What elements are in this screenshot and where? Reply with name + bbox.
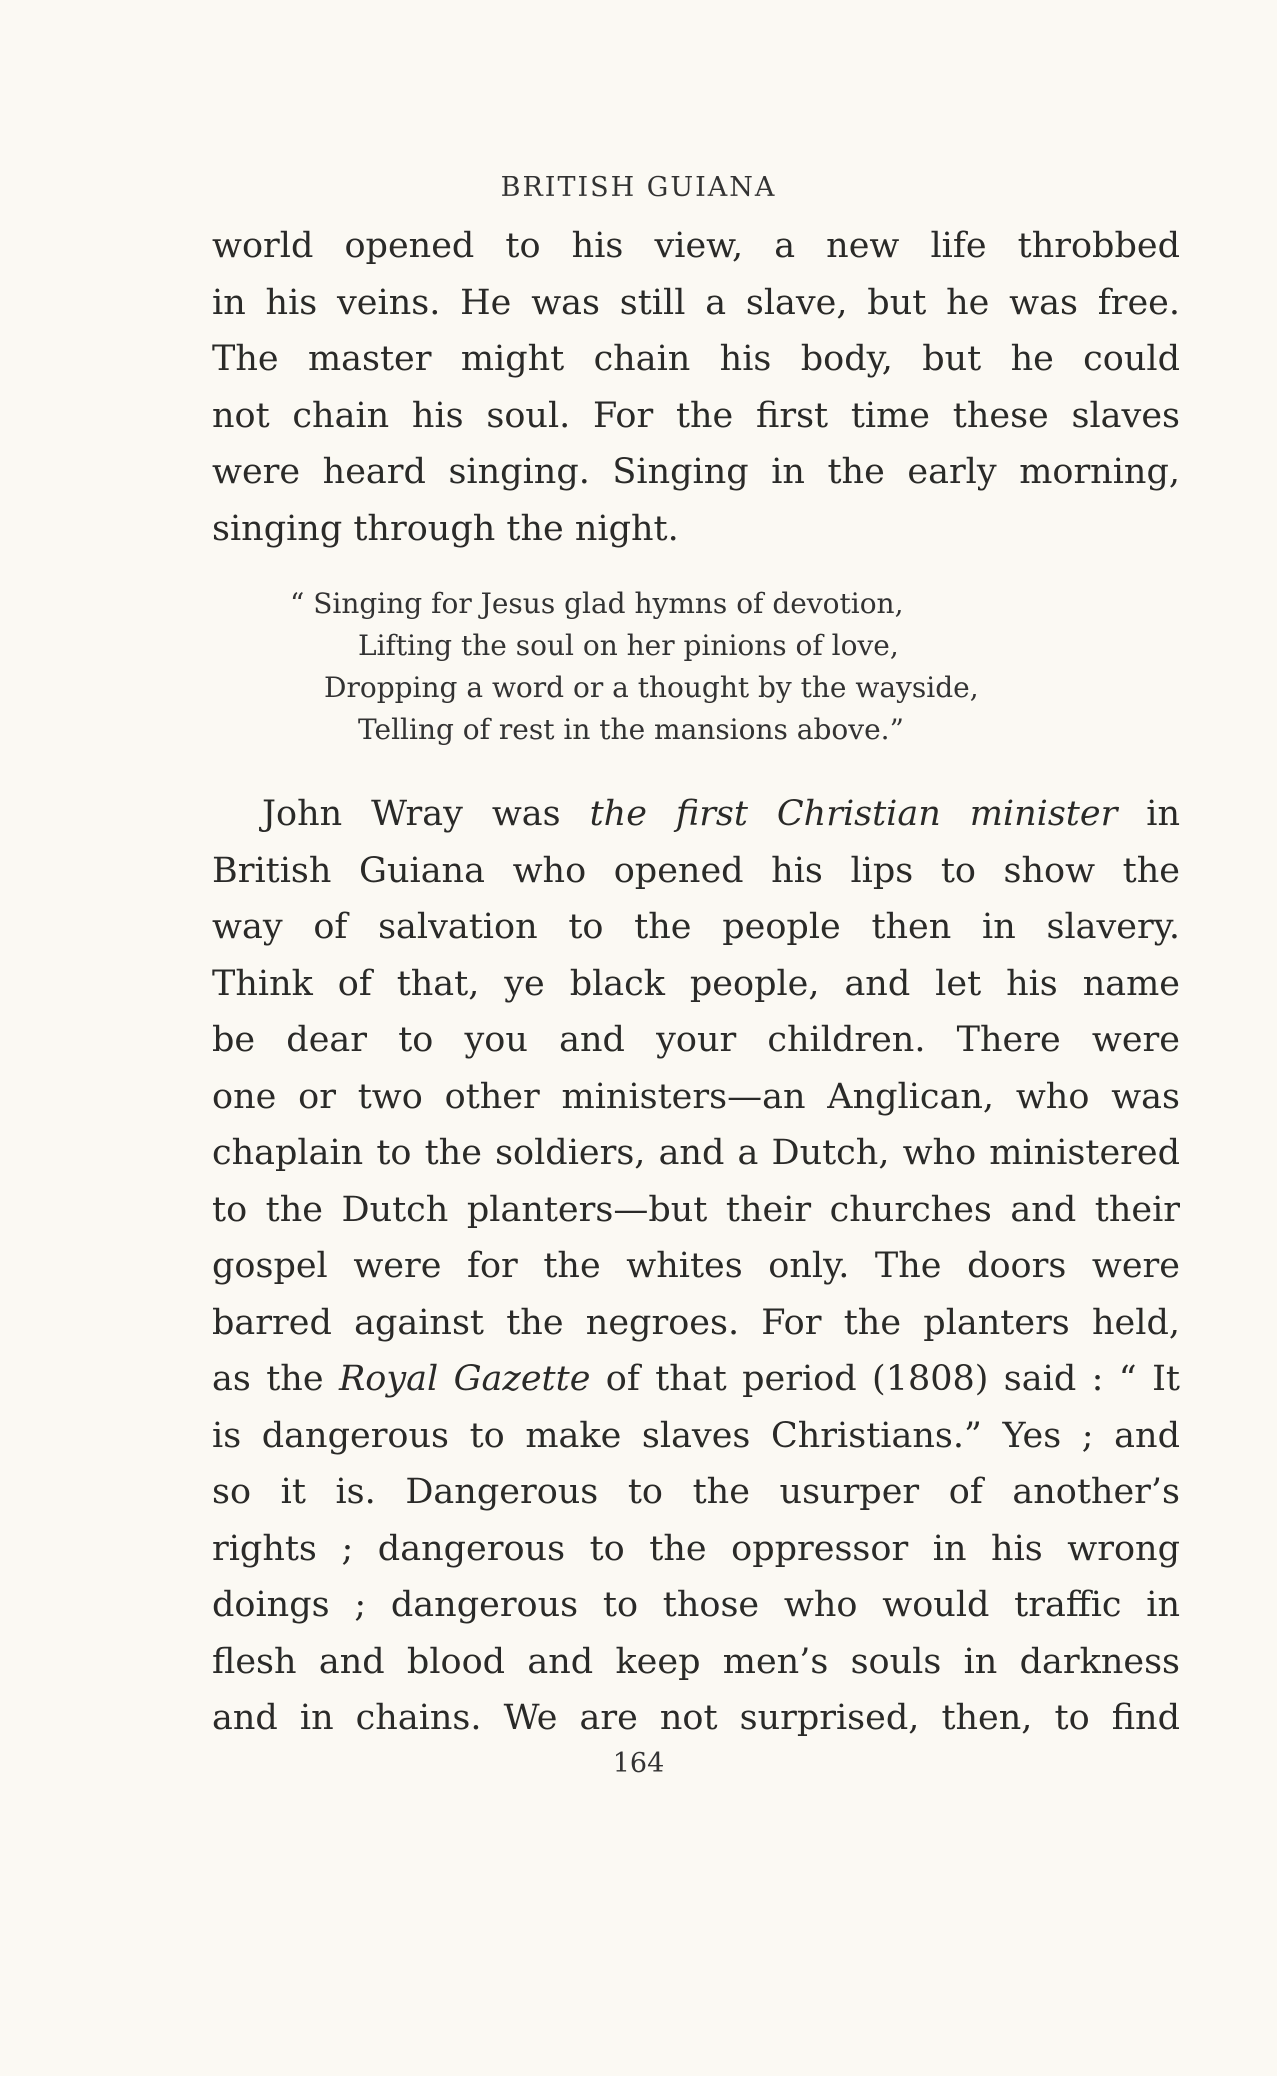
- text-line: be dear to you and your children. There were: [212, 1020, 1180, 1060]
- text-line: flesh and blood and keep men’s souls in darkness: [212, 1641, 1180, 1682]
- text-line: one or two other ministers—an Anglican, who was: [212, 1076, 1180, 1117]
- text-line: singing through the night.: [212, 508, 679, 549]
- verse-line: Dropping a word or a thought by the wayside,: [324, 671, 979, 704]
- text-line: Think of that, ye black people, and let his name: [212, 963, 1180, 1004]
- text-line: and in chains. We are not surprised, then, to find: [212, 1698, 1180, 1738]
- text-run: John Wray was: [262, 794, 590, 834]
- verse-line: “ Singing for Jesus glad hymns of devotion,: [290, 587, 904, 620]
- italic-phrase: the first Christian minister: [589, 794, 1118, 834]
- text-line: rights ; dangerous to the oppressor in his wrong: [212, 1528, 1180, 1569]
- text-line: doings ; dangerous to those who would traffic in: [212, 1585, 1180, 1625]
- text-line: [212, 786, 1180, 843]
- text-line: British Guiana who opened his lips to show the: [212, 850, 1180, 891]
- text-line: [212, 1351, 1180, 1408]
- text-line: so it is. Dangerous to the usurper of another’s: [212, 1472, 1180, 1512]
- text-line: way of salvation to the people then in slavery.: [212, 907, 1180, 947]
- text-run: in: [1117, 794, 1180, 834]
- text-line: were heard singing. Singing in the early morning,: [212, 452, 1180, 492]
- paragraph-2: [212, 786, 1180, 1747]
- text-line: gospel were for the whites only. The doors were: [212, 1246, 1180, 1286]
- paragraph-1: [212, 218, 1180, 557]
- text-run: as the: [212, 1359, 339, 1399]
- italic-title: Royal Gazette: [338, 1359, 591, 1399]
- text-line: is dangerous to make slaves Christians.” Yes ; and: [212, 1415, 1180, 1456]
- text-line: not chain his soul. For the first time these slaves: [212, 395, 1180, 436]
- text-run: of that period (1808) said : “ It: [590, 1359, 1180, 1399]
- text-line: world opened to his view, a new life throbbed: [212, 226, 1180, 266]
- verse-line: Telling of rest in the mansions above.”: [358, 713, 904, 746]
- text-line: in his veins. He was still a slave, but he was free.: [212, 282, 1180, 323]
- text-line: barred against the negroes. For the planters held,: [212, 1302, 1180, 1343]
- hymn-verse: [290, 583, 979, 751]
- text-line: chaplain to the soldiers, and a Dutch, who ministered: [212, 1133, 1180, 1173]
- text-line: The master might chain his body, but he could: [212, 339, 1180, 379]
- running-head: BRITISH GUIANA: [500, 172, 777, 203]
- page-number: 164: [612, 1748, 665, 1779]
- text-line: to the Dutch planters—but their churches and their: [212, 1189, 1180, 1230]
- verse-line: Lifting the soul on her pinions of love,: [358, 629, 899, 662]
